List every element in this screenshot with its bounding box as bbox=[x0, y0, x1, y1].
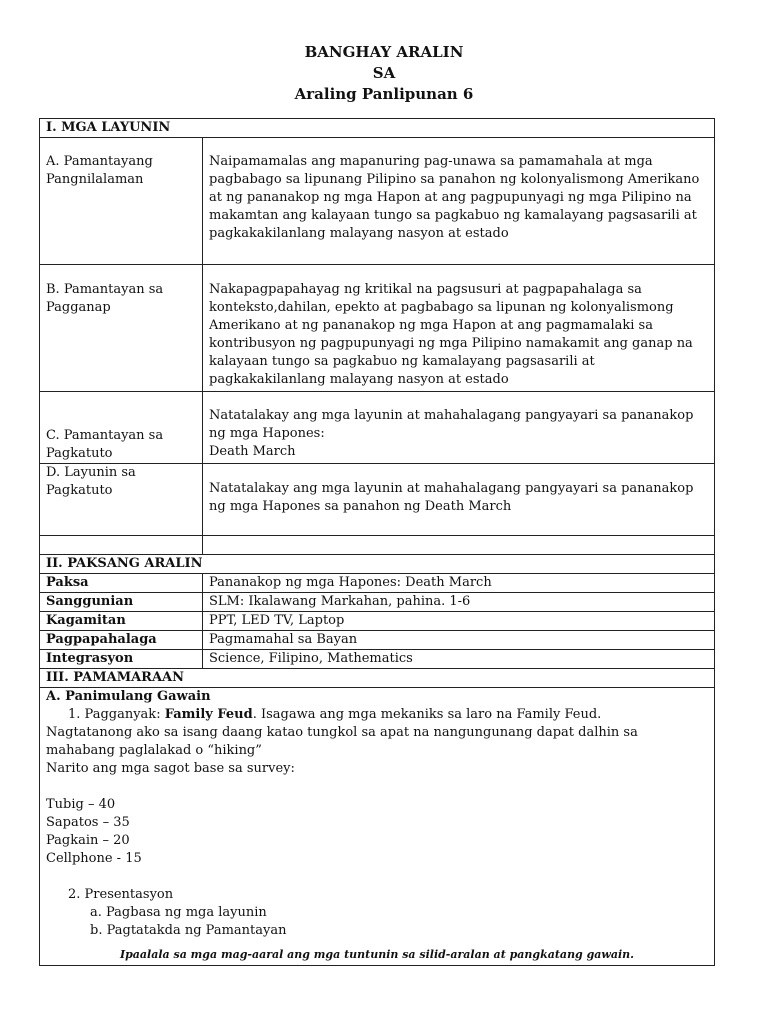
subitem-pagbasa: a. Pagbasa ng mga layunin bbox=[90, 905, 267, 920]
empty-cell-left bbox=[40, 536, 203, 555]
reminder-note: Ipaalala sa mga mag-aaral ang mga tuntunin sa silid-aralan at pangkatang gawain. bbox=[119, 948, 635, 961]
row-d-text: Natatalakay ang mga layunin at mahahalagang pangyayari sa pananakop ng mga Hapones sa panahon ng Death March bbox=[203, 464, 715, 536]
answer-item: Sapatos – 35 bbox=[46, 815, 130, 830]
row-c-text-line1: Natatalakay ang mga layunin at mahahalagang pangyayari sa pananakop ng mga Hapones: bbox=[209, 408, 694, 441]
section3-title: III. PAMAMARAAN bbox=[40, 669, 715, 688]
empty-cell-right bbox=[203, 536, 715, 555]
paksa-value: Pananakop ng mga Hapones: Death March bbox=[203, 574, 715, 593]
doc-title-line2: SA bbox=[372, 64, 396, 82]
row-a-text: Naipamamalas ang mapanuring pag-unawa sa pamamahala at mga pagbabago sa lipunang Pilipino sa panahon ng kolonyalismong Amerikano at ng pananakop ng mga Hapon at ang pagpupunyagi ng mga Pilipino na makamtan ang kalayaan tungo sa pagkabuo ng kamalayang pagsasarili at pagkakakilanlang malayang nasyon at estado bbox=[203, 138, 715, 265]
item-pagganyak-game: Family Feud bbox=[164, 707, 253, 722]
subitem-pamantayan: b. Pagtatakda ng Pamantayan bbox=[90, 923, 287, 938]
paragraph-question: Nagtatanong ako sa isang daang katao tungkol sa apat na nangungunang dapat dalhin sa mahabang paglalakad o “hiking” bbox=[46, 725, 638, 758]
doc-title-line1: BANGHAY ARALIN bbox=[304, 43, 464, 61]
item-pagganyak-prefix: 1. Pagganyak: bbox=[68, 707, 165, 722]
sanggunian-value: SLM: Ikalawang Markahan, pahina. 1-6 bbox=[203, 593, 715, 612]
integrasyon-label: Integrasyon bbox=[40, 650, 203, 669]
row-c-label: C. Pamantayan sa Pagkatuto bbox=[40, 392, 203, 464]
kagamitan-label: Kagamitan bbox=[40, 612, 203, 631]
row-c-text bbox=[203, 392, 715, 464]
row-b-text: Nakapagpapahayag ng kritikal na pagsusuri at pagpapahalaga sa konteksto,dahilan, epekto at pagbabago sa lipunan ng kolonyalismong Amerikano at ng pananakop ng mga Hapon at ang pagmamalaki sa kontribusyon ng pagpupunyagi ng mga Pilipino namakamit ang ganap na kalayaan tungo sa pagkabuo ng kamalayang pagsasarili at pagkakakilanlang malayang nasyon at estado bbox=[203, 265, 715, 392]
integrasyon-value: Science, Filipino, Mathematics bbox=[203, 650, 715, 669]
sanggunian-label: Sanggunian bbox=[40, 593, 203, 612]
answer-item: Cellphone - 15 bbox=[46, 851, 142, 866]
row-a-label: A. Pamantayang Pangnilalaman bbox=[40, 138, 203, 265]
doc-title-line3: Araling Panlipunan 6 bbox=[294, 85, 474, 103]
paksa-label: Paksa bbox=[40, 574, 203, 593]
item-pagganyak-rest: . Isagawa ang mga mekaniks sa laro na Family Feud. bbox=[252, 707, 602, 722]
procedure-cell bbox=[40, 688, 715, 966]
answer-item: Pagkain – 20 bbox=[46, 833, 130, 848]
item-presentasyon: 2. Presentasyon bbox=[68, 887, 174, 902]
pagpapahalaga-label: Pagpapahalaga bbox=[40, 631, 203, 650]
section2-title: II. PAKSANG ARALIN bbox=[40, 555, 715, 574]
blank-line bbox=[46, 778, 708, 796]
answer-item: Tubig – 40 bbox=[46, 797, 116, 812]
row-b-label: B. Pamantayan sa Pagganap bbox=[40, 265, 203, 392]
item-pagganyak bbox=[46, 706, 708, 724]
section1-title: I. MGA LAYUNIN bbox=[40, 119, 715, 138]
paragraph-survey: Narito ang mga sagot base sa survey: bbox=[46, 761, 295, 776]
pagpapahalaga-value: Pagmamahal sa Bayan bbox=[203, 631, 715, 650]
lesson-plan-table bbox=[39, 118, 715, 966]
subheading-panimulang-gawain: A. Panimulang Gawain bbox=[46, 689, 211, 704]
blank-line bbox=[46, 868, 708, 886]
kagamitan-value: PPT, LED TV, Laptop bbox=[203, 612, 715, 631]
row-c-text-line2: Death March bbox=[209, 444, 296, 459]
row-d-label: D. Layunin sa Pagkatuto bbox=[40, 464, 203, 536]
